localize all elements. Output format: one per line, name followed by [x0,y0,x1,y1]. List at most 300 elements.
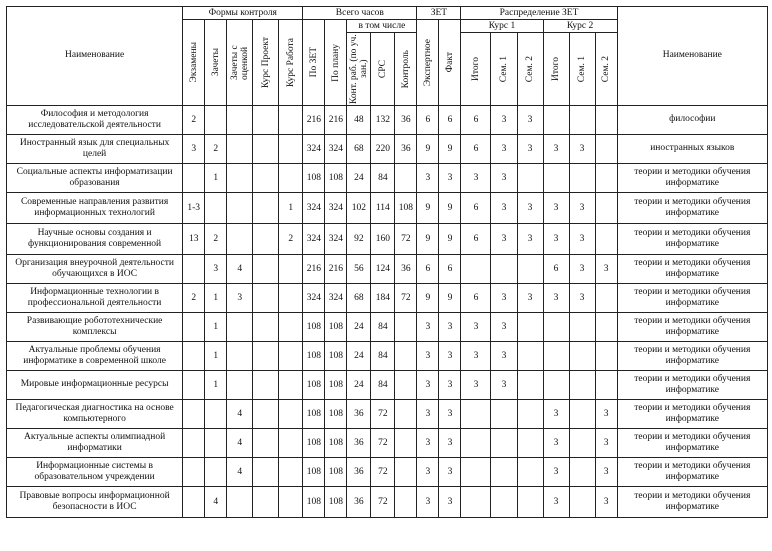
contact-hours-cell: 36 [347,429,371,458]
credit-cell [205,400,227,429]
zet-hours-cell: 216 [303,255,325,284]
course2-sem1-cell [569,458,595,487]
srs-hours-cell: 72 [371,458,395,487]
plan-hours-cell: 324 [325,135,347,164]
fact-zet-cell: 6 [439,255,461,284]
srs-hours-cell: 184 [371,284,395,313]
course1-sem1-cell: 3 [491,284,517,313]
course1-sem2-cell: 3 [517,135,543,164]
graded-credit-cell: 4 [227,400,253,429]
srs-hours-cell: 124 [371,255,395,284]
course1-total-header: Итого [461,33,491,106]
subject-name: Правовые вопросы информационной безопасности в ИОС [7,487,183,518]
fact-zet-cell: 3 [439,342,461,371]
department-name: теории и методики обучения информатике [617,255,767,284]
course1-sem2-cell [517,400,543,429]
contact-hours-cell: 36 [347,487,371,518]
graded-credit-cell [227,135,253,164]
zet-hours-cell: 108 [303,487,325,518]
course1-total-cell: 6 [461,224,491,255]
course2-total-cell: 3 [543,458,569,487]
srs-hours-cell: 114 [371,193,395,224]
course1-sem1-cell [491,487,517,518]
course-work-cell [279,255,303,284]
zet-hours-cell: 324 [303,284,325,313]
control-hours-cell [395,458,417,487]
course2-sem2-cell [595,106,617,135]
exam-cell: 3 [183,135,205,164]
course-project-cell [253,400,279,429]
course2-sem1-cell [569,313,595,342]
course-project-cell [253,224,279,255]
plan-hours-cell: 108 [325,487,347,518]
table-row [7,164,768,193]
control-hours-cell: 72 [395,284,417,313]
course2-total-cell: 3 [543,284,569,313]
exam-cell: 1-3 [183,193,205,224]
graded-credit-cell [227,487,253,518]
graded-credit-cell [227,164,253,193]
course2-total-cell: 3 [543,487,569,518]
srs-hours-cell: 84 [371,164,395,193]
course1-sem2-cell: 3 [517,284,543,313]
zet-hours-cell: 108 [303,313,325,342]
course-work-cell: 1 [279,193,303,224]
control-hours-cell [395,487,417,518]
fact-header: Факт [439,20,461,106]
course1-sem2-cell [517,429,543,458]
fact-zet-cell: 9 [439,284,461,313]
table-header [7,7,768,106]
course1-sem1-cell: 3 [491,371,517,400]
subject-name: Социальные аспекты информатизации образования [7,164,183,193]
by-plan-header: По плану [325,20,347,106]
expert-zet-cell: 9 [417,284,439,313]
control-hours-cell: 36 [395,106,417,135]
subject-name: Современные направления развития информационных технологий [7,193,183,224]
course1-sem2-header: Сем. 2 [517,33,543,106]
course2-header: Курс 2 [543,20,617,33]
course1-sem2-cell: 3 [517,224,543,255]
credit-cell: 1 [205,342,227,371]
plan-hours-cell: 108 [325,164,347,193]
course2-sem1-cell [569,487,595,518]
zet-hours-cell: 108 [303,429,325,458]
course-project-cell [253,342,279,371]
course1-total-cell: 6 [461,106,491,135]
srs-hours-cell: 84 [371,342,395,371]
zet-hours-cell: 108 [303,342,325,371]
course-project-cell [253,487,279,518]
fact-zet-cell: 9 [439,193,461,224]
contact-hours-cell: 36 [347,458,371,487]
expert-zet-cell: 3 [417,487,439,518]
department-name: теории и методики обучения информатике [617,371,767,400]
plan-hours-cell: 108 [325,429,347,458]
fact-zet-cell: 3 [439,164,461,193]
graded-credit-cell: 4 [227,255,253,284]
course-project-cell [253,135,279,164]
course2-sem1-cell [569,106,595,135]
contact-work-header: Конт. раб. (по уч. зан.) [347,33,371,106]
credits-header: Зачеты [205,20,227,106]
course2-total-cell: 3 [543,193,569,224]
course2-sem2-cell: 3 [595,429,617,458]
fact-zet-cell: 3 [439,487,461,518]
exam-cell [183,429,205,458]
zet-hours-cell: 324 [303,135,325,164]
course1-sem2-cell [517,255,543,284]
plan-hours-cell: 108 [325,400,347,429]
table-row [7,135,768,164]
graded-credit-cell: 4 [227,429,253,458]
department-name: теории и методики обучения информатике [617,487,767,518]
course-project-header: Курс Проект [253,20,279,106]
credit-cell: 1 [205,371,227,400]
plan-hours-cell: 324 [325,284,347,313]
control-hours-cell [395,371,417,400]
department-name: философии [617,106,767,135]
expert-zet-cell: 3 [417,371,439,400]
course-work-cell [279,429,303,458]
course1-sem2-cell [517,487,543,518]
fact-zet-cell: 3 [439,400,461,429]
course1-total-cell: 6 [461,135,491,164]
expert-zet-cell: 6 [417,106,439,135]
contact-hours-cell: 48 [347,106,371,135]
course1-total-cell: 3 [461,342,491,371]
zet-hours-cell: 108 [303,400,325,429]
srs-hours-cell: 132 [371,106,395,135]
expert-zet-cell: 3 [417,400,439,429]
control-hours-cell: 108 [395,193,417,224]
exam-cell [183,164,205,193]
subject-name: Актуальные аспекты олимпиадной информатики [7,429,183,458]
exam-cell [183,313,205,342]
graded-credit-cell [227,224,253,255]
course2-total-cell: 6 [543,255,569,284]
course-work-cell [279,487,303,518]
srs-hours-cell: 220 [371,135,395,164]
table-row [7,224,768,255]
plan-hours-cell: 324 [325,193,347,224]
course-project-cell [253,284,279,313]
department-header: Наименование [617,7,767,106]
contact-hours-cell: 24 [347,371,371,400]
subject-name: Иностранный язык для специальных целей [7,135,183,164]
graded-credit-cell: 3 [227,284,253,313]
table-row [7,255,768,284]
course-project-cell [253,164,279,193]
zet-header: ЗЕТ [417,7,461,20]
contact-hours-cell: 24 [347,313,371,342]
fact-zet-cell: 3 [439,429,461,458]
table-row [7,429,768,458]
srs-hours-cell: 72 [371,487,395,518]
zet-hours-cell: 108 [303,371,325,400]
course2-total-cell [543,106,569,135]
exam-cell: 2 [183,284,205,313]
name-header: Наименование [7,7,183,106]
department-name: теории и методики обучения информатике [617,429,767,458]
course2-sem2-cell [595,164,617,193]
contact-hours-cell: 36 [347,400,371,429]
exam-cell [183,458,205,487]
control-header: Контроль [395,33,417,106]
course-project-cell [253,371,279,400]
course-work-cell [279,135,303,164]
course-project-cell [253,255,279,284]
course-project-cell [253,193,279,224]
subject-name: Информационные технологии в профессиональной деятельности [7,284,183,313]
course1-total-cell: 3 [461,164,491,193]
course2-sem2-cell: 3 [595,458,617,487]
course2-sem1-cell [569,400,595,429]
srs-header: СРС [371,33,395,106]
course-project-cell [253,106,279,135]
department-name: теории и методики обучения информатике [617,313,767,342]
expert-zet-cell: 3 [417,342,439,371]
course1-sem1-cell: 3 [491,135,517,164]
course1-sem2-cell [517,164,543,193]
course1-total-cell: 3 [461,313,491,342]
course2-total-cell [543,342,569,371]
table-row [7,400,768,429]
table-row [7,193,768,224]
fact-zet-cell: 9 [439,135,461,164]
course1-total-cell: 3 [461,371,491,400]
credit-cell: 2 [205,224,227,255]
contact-hours-cell: 102 [347,193,371,224]
course1-sem2-cell: 3 [517,106,543,135]
fact-zet-cell: 3 [439,458,461,487]
table-row [7,106,768,135]
course2-sem1-cell: 3 [569,224,595,255]
zet-hours-cell: 108 [303,164,325,193]
course1-sem2-cell [517,371,543,400]
course2-sem2-cell: 3 [595,487,617,518]
course-work-cell [279,371,303,400]
course1-sem1-cell: 3 [491,224,517,255]
fact-zet-cell: 6 [439,106,461,135]
contact-hours-cell: 68 [347,135,371,164]
graded-credit-cell [227,106,253,135]
subject-name: Информационные системы в образовательном учреждении [7,458,183,487]
plan-hours-cell: 216 [325,255,347,284]
srs-hours-cell: 72 [371,400,395,429]
course2-total-cell [543,371,569,400]
course2-sem2-cell [595,193,617,224]
table-row [7,458,768,487]
graded-credit-cell [227,193,253,224]
contact-hours-cell: 92 [347,224,371,255]
srs-hours-cell: 72 [371,429,395,458]
course1-sem1-cell: 3 [491,106,517,135]
course2-total-cell: 3 [543,224,569,255]
plan-hours-cell: 108 [325,313,347,342]
table-row [7,313,768,342]
course1-sem1-cell [491,458,517,487]
course1-sem2-cell [517,342,543,371]
control-hours-cell [395,313,417,342]
course2-sem1-cell [569,429,595,458]
department-name: теории и методики обучения информатике [617,193,767,224]
course1-total-cell [461,487,491,518]
credit-cell: 2 [205,135,227,164]
course1-sem1-cell [491,429,517,458]
course2-sem2-header: Сем. 2 [595,33,617,106]
srs-hours-cell: 84 [371,313,395,342]
course2-sem2-cell [595,342,617,371]
course1-sem1-header: Сем. 1 [491,33,517,106]
by-zet-header: По ЗЕТ [303,20,325,106]
course1-total-cell [461,429,491,458]
credit-cell: 1 [205,313,227,342]
course1-sem2-cell [517,313,543,342]
expert-zet-cell: 3 [417,313,439,342]
course-work-header: Курс Работа [279,20,303,106]
control-forms-header: Формы контроля [183,7,303,20]
course-work-cell [279,284,303,313]
course2-sem2-cell [595,284,617,313]
course-project-cell [253,458,279,487]
table-row [7,487,768,518]
expert-zet-cell: 3 [417,458,439,487]
course1-sem1-cell [491,400,517,429]
subject-name: Развивающие робототехнические комплексы [7,313,183,342]
department-name: теории и методики обучения информатике [617,164,767,193]
fact-zet-cell: 9 [439,224,461,255]
exam-cell: 2 [183,106,205,135]
credit-cell [205,458,227,487]
expert-zet-cell: 3 [417,429,439,458]
contact-hours-cell: 56 [347,255,371,284]
course-work-cell [279,313,303,342]
zet-hours-cell: 324 [303,224,325,255]
department-name: теории и методики обучения информатике [617,224,767,255]
credit-cell [205,193,227,224]
course-work-cell [279,400,303,429]
graded-credit-cell [227,342,253,371]
credit-cell: 4 [205,487,227,518]
course2-sem1-cell: 3 [569,255,595,284]
credit-cell: 3 [205,255,227,284]
subject-name: Актуальные проблемы обучения информатике в современной школе [7,342,183,371]
course-project-cell [253,313,279,342]
course2-total-cell [543,164,569,193]
fact-zet-cell: 3 [439,371,461,400]
subject-name: Мировые информационные ресурсы [7,371,183,400]
srs-hours-cell: 84 [371,371,395,400]
table-row [7,284,768,313]
course2-sem1-cell: 3 [569,284,595,313]
course2-sem2-cell [595,313,617,342]
control-hours-cell [395,342,417,371]
control-hours-cell [395,429,417,458]
exam-cell [183,342,205,371]
graded-credit-cell [227,313,253,342]
course2-total-header: Итого [543,33,569,106]
course1-header: Курс 1 [461,20,543,33]
expert-zet-cell: 6 [417,255,439,284]
course1-sem1-cell: 3 [491,193,517,224]
including-header: в том числе [347,20,417,33]
credit-cell [205,106,227,135]
course-work-cell [279,342,303,371]
graded-credits-header: Зачеты с оценкой [227,20,253,106]
course-work-cell [279,458,303,487]
course2-total-cell: 3 [543,135,569,164]
exam-cell [183,487,205,518]
course2-sem1-cell [569,164,595,193]
control-hours-cell: 36 [395,255,417,284]
course1-total-cell: 6 [461,284,491,313]
total-hours-header: Всего часов [303,7,417,20]
table-row [7,342,768,371]
course2-sem2-cell [595,135,617,164]
course2-sem1-header: Сем. 1 [569,33,595,106]
plan-hours-cell: 216 [325,106,347,135]
plan-hours-cell: 108 [325,371,347,400]
control-hours-cell [395,400,417,429]
course1-total-cell: 6 [461,193,491,224]
course2-sem1-cell: 3 [569,135,595,164]
course2-total-cell [543,313,569,342]
credit-cell: 1 [205,164,227,193]
plan-hours-cell: 108 [325,342,347,371]
course1-total-cell [461,458,491,487]
control-hours-cell: 36 [395,135,417,164]
subject-name: Организация внеурочной деятельности обучающихся в ИОС [7,255,183,284]
course-work-cell [279,106,303,135]
credit-cell: 1 [205,284,227,313]
contact-hours-cell: 68 [347,284,371,313]
course2-total-cell: 3 [543,429,569,458]
exam-cell [183,400,205,429]
zet-hours-cell: 324 [303,193,325,224]
zet-hours-cell: 216 [303,106,325,135]
srs-hours-cell: 160 [371,224,395,255]
course1-total-cell [461,400,491,429]
course1-sem1-cell: 3 [491,164,517,193]
expert-header: Экспертное [417,20,439,106]
exam-cell [183,371,205,400]
subject-name: Педагогическая диагностика на основе компьютерного [7,400,183,429]
course1-sem1-cell: 3 [491,313,517,342]
department-name: иностранных языков [617,135,767,164]
course2-sem1-cell: 3 [569,193,595,224]
course2-sem2-cell: 3 [595,400,617,429]
plan-hours-cell: 108 [325,458,347,487]
department-name: теории и методики обучения информатике [617,284,767,313]
expert-zet-cell: 9 [417,135,439,164]
course2-total-cell: 3 [543,400,569,429]
department-name: теории и методики обучения информатике [617,342,767,371]
credit-cell [205,429,227,458]
distribution-header: Распределение ЗЕТ [461,7,617,20]
table-body [7,106,768,518]
course1-sem1-cell: 3 [491,342,517,371]
course2-sem1-cell [569,342,595,371]
course1-sem2-cell [517,458,543,487]
course-work-cell [279,164,303,193]
course2-sem2-cell: 3 [595,255,617,284]
fact-zet-cell: 3 [439,313,461,342]
expert-zet-cell: 3 [417,164,439,193]
graded-credit-cell [227,371,253,400]
contact-hours-cell: 24 [347,164,371,193]
course1-sem1-cell [491,255,517,284]
